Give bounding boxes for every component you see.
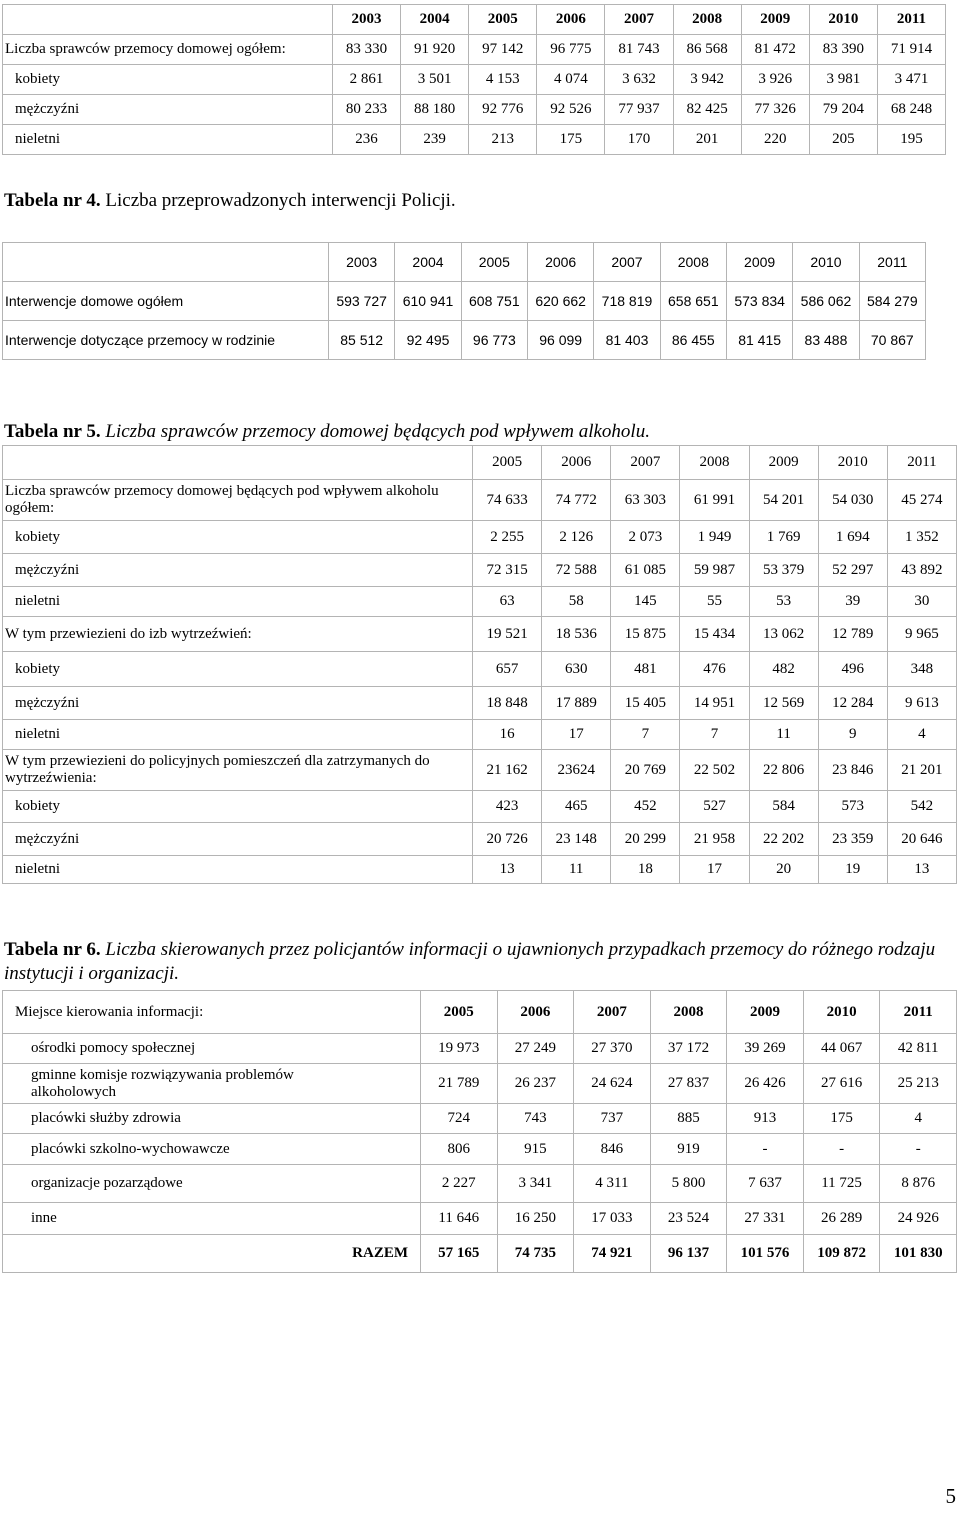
cell: 885	[650, 1104, 727, 1134]
cell: 72 315	[473, 554, 542, 587]
cell: 20 299	[611, 823, 680, 856]
cell: 22 806	[749, 750, 818, 791]
cell: 24 926	[880, 1203, 957, 1235]
cell: 96 099	[527, 321, 593, 360]
cell: 63 303	[611, 480, 680, 521]
year-header: 2008	[680, 446, 749, 480]
year-header: 2011	[877, 5, 945, 35]
year-header: 2005	[469, 5, 537, 35]
cell: 1 769	[749, 521, 818, 554]
cell: 19 521	[473, 617, 542, 652]
cell: 91 920	[401, 35, 469, 65]
cell: 496	[818, 652, 887, 687]
header-empty	[3, 5, 333, 35]
cell: 743	[497, 1104, 574, 1134]
cell: 11 646	[421, 1203, 498, 1235]
row-label: nieletni	[3, 125, 333, 155]
year-header: 2007	[594, 243, 660, 282]
year-header: 2007	[605, 5, 673, 35]
table-row	[3, 35, 946, 65]
cell: 11	[542, 856, 611, 884]
cell: 2 073	[611, 521, 680, 554]
cell: 213	[469, 125, 537, 155]
row-label: Liczba sprawców przemocy domowej ogółem:	[3, 35, 333, 65]
cell: 45 274	[887, 480, 956, 521]
cell: 81 472	[741, 35, 809, 65]
cell: 4	[880, 1104, 957, 1134]
year-header: 2011	[887, 446, 956, 480]
cell: 3 632	[605, 65, 673, 95]
cell: 68 248	[877, 95, 945, 125]
table-row	[3, 617, 957, 652]
cell: 2 126	[542, 521, 611, 554]
year-header: 2011	[859, 243, 925, 282]
cell: 1 949	[680, 521, 749, 554]
cell: 236	[333, 125, 401, 155]
cell: 584 279	[859, 282, 925, 321]
cell: 19	[818, 856, 887, 884]
caption-label: Tabela nr 5.	[4, 421, 101, 442]
header-label: Miejsce kierowania informacji:	[3, 991, 421, 1034]
cell: 39 269	[727, 1034, 804, 1064]
cell: 74 772	[542, 480, 611, 521]
cell: 3 471	[877, 65, 945, 95]
cell: 2 861	[333, 65, 401, 95]
cell: -	[880, 1134, 957, 1165]
year-header: 2008	[660, 243, 726, 282]
row-label: mężczyźni	[3, 95, 333, 125]
table-row	[3, 480, 957, 521]
cell: 27 616	[803, 1064, 880, 1104]
table-header-row	[3, 991, 957, 1034]
total-cell: 74 921	[574, 1235, 651, 1273]
cell: 37 172	[650, 1034, 727, 1064]
table-row	[3, 587, 957, 617]
cell: 630	[542, 652, 611, 687]
cell: -	[803, 1134, 880, 1165]
row-label: kobiety	[3, 521, 473, 554]
year-header: 2010	[818, 446, 887, 480]
cell: 21 162	[473, 750, 542, 791]
table-row	[3, 95, 946, 125]
cell: 205	[809, 125, 877, 155]
year-header: 2004	[401, 5, 469, 35]
cell: 718 819	[594, 282, 660, 321]
year-header: 2007	[574, 991, 651, 1034]
cell: 17 033	[574, 1203, 651, 1235]
cell: 476	[680, 652, 749, 687]
cell: 7	[611, 720, 680, 750]
row-label: nieletni	[3, 720, 473, 750]
cell: 72 588	[542, 554, 611, 587]
cell: 20 646	[887, 823, 956, 856]
row-label: gminne komisje rozwiązywania problemów alkoholowych	[3, 1064, 421, 1104]
year-header: 2005	[473, 446, 542, 480]
year-header: 2008	[673, 5, 741, 35]
cell: 4	[887, 720, 956, 750]
cell: 23 359	[818, 823, 887, 856]
cell: 86 455	[660, 321, 726, 360]
table-row	[3, 687, 957, 720]
cell: 423	[473, 791, 542, 823]
year-header: 2010	[793, 243, 859, 282]
cell: 573 834	[726, 282, 792, 321]
total-cell: 74 735	[497, 1235, 574, 1273]
cell: 27 837	[650, 1064, 727, 1104]
table-row	[3, 521, 957, 554]
total-cell: 96 137	[650, 1235, 727, 1273]
cell: 4 311	[574, 1165, 651, 1203]
table-row	[3, 720, 957, 750]
cell: 3 942	[673, 65, 741, 95]
row-label: placówki szkolno-wychowawcze	[3, 1134, 421, 1165]
cell: 85 512	[329, 321, 395, 360]
cell: 846	[574, 1134, 651, 1165]
cell: 54 030	[818, 480, 887, 521]
row-label: placówki służby zdrowia	[3, 1104, 421, 1134]
cell: 26 237	[497, 1064, 574, 1104]
cell: 92 495	[395, 321, 461, 360]
table-row	[3, 856, 957, 884]
total-row	[3, 1235, 957, 1273]
row-label: mężczyźni	[3, 554, 473, 587]
table-row	[3, 1134, 957, 1165]
cell: 175	[537, 125, 605, 155]
cell: 92 526	[537, 95, 605, 125]
table-6-caption	[4, 938, 959, 986]
cell: 43 892	[887, 554, 956, 587]
cell: 44 067	[803, 1034, 880, 1064]
table-row	[3, 750, 957, 791]
cell: 18 536	[542, 617, 611, 652]
year-header: 2010	[809, 5, 877, 35]
row-label: mężczyźni	[3, 687, 473, 720]
cell: 201	[673, 125, 741, 155]
table-4-caption	[4, 190, 456, 212]
cell: 27 249	[497, 1034, 574, 1064]
cell: 23 148	[542, 823, 611, 856]
cell: 70 867	[859, 321, 925, 360]
header-empty	[3, 243, 329, 282]
year-header: 2006	[542, 446, 611, 480]
cell: 20 726	[473, 823, 542, 856]
cell: 3 341	[497, 1165, 574, 1203]
table-row	[3, 125, 946, 155]
cell: 96 773	[461, 321, 527, 360]
year-header: 2004	[395, 243, 461, 282]
row-label: Liczba sprawców przemocy domowej będących pod wpływem alkoholu ogółem:	[3, 480, 473, 521]
cell: 18	[611, 856, 680, 884]
cell: 81 415	[726, 321, 792, 360]
cell: 88 180	[401, 95, 469, 125]
table-row	[3, 652, 957, 687]
cell: 1 352	[887, 521, 956, 554]
cell: 724	[421, 1104, 498, 1134]
cell: 21 958	[680, 823, 749, 856]
cell: 620 662	[527, 282, 593, 321]
cell: 481	[611, 652, 680, 687]
cell: 584	[749, 791, 818, 823]
cell: 13 062	[749, 617, 818, 652]
page-number: 5	[945, 1484, 956, 1508]
year-header: 2008	[650, 991, 727, 1034]
cell: 593 727	[329, 282, 395, 321]
cell: 195	[877, 125, 945, 155]
cell: 452	[611, 791, 680, 823]
table-header-row	[3, 446, 957, 480]
cell: 4 153	[469, 65, 537, 95]
cell: 348	[887, 652, 956, 687]
cell: 96 775	[537, 35, 605, 65]
table-row	[3, 791, 957, 823]
cell: 12 789	[818, 617, 887, 652]
row-label: organizacje pozarządowe	[3, 1165, 421, 1203]
caption-text: Liczba sprawców przemocy domowej będących pod wpływem alkoholu.	[105, 421, 650, 442]
cell: 61 991	[680, 480, 749, 521]
cell: 175	[803, 1104, 880, 1134]
cell: 42 811	[880, 1034, 957, 1064]
cell: 608 751	[461, 282, 527, 321]
cell: 83 390	[809, 35, 877, 65]
cell: 19 973	[421, 1034, 498, 1064]
cell: 79 204	[809, 95, 877, 125]
row-label: W tym przewiezieni do izb wytrzeźwień:	[3, 617, 473, 652]
cell: 9	[818, 720, 887, 750]
cell: 806	[421, 1134, 498, 1165]
cell: 74 633	[473, 480, 542, 521]
cell: 3 501	[401, 65, 469, 95]
cell: 8 876	[880, 1165, 957, 1203]
table-row	[3, 321, 926, 360]
cell: 3 926	[741, 65, 809, 95]
cell: 145	[611, 587, 680, 617]
table-row	[3, 1104, 957, 1134]
cell: 61 085	[611, 554, 680, 587]
year-header: 2005	[421, 991, 498, 1034]
table-information-referrals	[2, 990, 957, 1273]
cell: 63	[473, 587, 542, 617]
total-label: RAZEM	[3, 1235, 421, 1273]
table-row	[3, 1165, 957, 1203]
cell: 658 651	[660, 282, 726, 321]
cell: 1 694	[818, 521, 887, 554]
table-row	[3, 554, 957, 587]
table-row	[3, 1064, 957, 1104]
cell: 77 326	[741, 95, 809, 125]
cell: 86 568	[673, 35, 741, 65]
row-label: kobiety	[3, 65, 333, 95]
table-police-interventions	[2, 242, 926, 360]
year-header: 2009	[727, 991, 804, 1034]
cell: 11	[749, 720, 818, 750]
cell: 16 250	[497, 1203, 574, 1235]
cell: 27 331	[727, 1203, 804, 1235]
cell: 15 405	[611, 687, 680, 720]
cell: 71 914	[877, 35, 945, 65]
cell: 13	[473, 856, 542, 884]
row-label: Interwencje dotyczące przemocy w rodzinie	[3, 321, 329, 360]
cell: 13	[887, 856, 956, 884]
cell: 20 769	[611, 750, 680, 791]
cell: 239	[401, 125, 469, 155]
cell: 17 889	[542, 687, 611, 720]
cell: 657	[473, 652, 542, 687]
total-cell: 101 576	[727, 1235, 804, 1273]
year-header: 2007	[611, 446, 680, 480]
table-row	[3, 1034, 957, 1064]
table-header-row	[3, 243, 926, 282]
cell: 12 569	[749, 687, 818, 720]
cell: 21 789	[421, 1064, 498, 1104]
cell: 81 743	[605, 35, 673, 65]
year-header: 2006	[527, 243, 593, 282]
cell: 16	[473, 720, 542, 750]
cell: 7 637	[727, 1165, 804, 1203]
cell: 3 981	[809, 65, 877, 95]
cell: 26 289	[803, 1203, 880, 1235]
cell: 170	[605, 125, 673, 155]
year-header: 2003	[333, 5, 401, 35]
cell: 23624	[542, 750, 611, 791]
cell: -	[727, 1134, 804, 1165]
year-header: 2009	[741, 5, 809, 35]
table-header-row	[3, 5, 946, 35]
cell: 25 213	[880, 1064, 957, 1104]
cell: 18 848	[473, 687, 542, 720]
cell: 97 142	[469, 35, 537, 65]
caption-label: Tabela nr 4.	[4, 190, 101, 211]
cell: 527	[680, 791, 749, 823]
year-header: 2003	[329, 243, 395, 282]
cell: 23 524	[650, 1203, 727, 1235]
row-label: nieletni	[3, 587, 473, 617]
cell: 2 227	[421, 1165, 498, 1203]
cell: 915	[497, 1134, 574, 1165]
cell: 23 846	[818, 750, 887, 791]
cell: 27 370	[574, 1034, 651, 1064]
cell: 21 201	[887, 750, 956, 791]
cell: 17	[542, 720, 611, 750]
row-label: nieletni	[3, 856, 473, 884]
cell: 542	[887, 791, 956, 823]
cell: 482	[749, 652, 818, 687]
cell: 55	[680, 587, 749, 617]
cell: 26 426	[727, 1064, 804, 1104]
table-row	[3, 65, 946, 95]
header-empty	[3, 446, 473, 480]
cell: 4 074	[537, 65, 605, 95]
cell: 77 937	[605, 95, 673, 125]
table-5-caption	[4, 421, 650, 443]
row-label: Interwencje domowe ogółem	[3, 282, 329, 321]
cell: 737	[574, 1104, 651, 1134]
table-row	[3, 282, 926, 321]
cell: 9 613	[887, 687, 956, 720]
cell: 919	[650, 1134, 727, 1165]
cell: 58	[542, 587, 611, 617]
cell: 9 965	[887, 617, 956, 652]
cell: 82 425	[673, 95, 741, 125]
caption-text: Liczba przeprowadzonych interwencji Policji.	[105, 190, 456, 211]
row-label: W tym przewiezieni do policyjnych pomieszczeń dla zatrzymanych do wytrzeźwienia:	[3, 750, 473, 791]
cell: 53 379	[749, 554, 818, 587]
total-cell: 109 872	[803, 1235, 880, 1273]
cell: 80 233	[333, 95, 401, 125]
cell: 30	[887, 587, 956, 617]
year-header: 2005	[461, 243, 527, 282]
year-header: 2006	[497, 991, 574, 1034]
year-header: 2009	[749, 446, 818, 480]
table-row	[3, 823, 957, 856]
row-label: ośrodki pomocy społecznej	[3, 1034, 421, 1064]
cell: 83 488	[793, 321, 859, 360]
caption-text: Liczba skierowanych przez policjantów informacji o ujawnionych przypadkach przemocy do różnego rodzaju instytucji i organizacji.	[4, 939, 936, 984]
cell: 15 875	[611, 617, 680, 652]
cell: 5 800	[650, 1165, 727, 1203]
cell: 12 284	[818, 687, 887, 720]
cell: 586 062	[793, 282, 859, 321]
cell: 15 434	[680, 617, 749, 652]
cell: 59 987	[680, 554, 749, 587]
cell: 7	[680, 720, 749, 750]
year-header: 2011	[880, 991, 957, 1034]
cell: 465	[542, 791, 611, 823]
table-row	[3, 1203, 957, 1235]
cell: 2 255	[473, 521, 542, 554]
cell: 913	[727, 1104, 804, 1134]
cell: 610 941	[395, 282, 461, 321]
cell: 83 330	[333, 35, 401, 65]
cell: 14 951	[680, 687, 749, 720]
row-label: kobiety	[3, 791, 473, 823]
caption-label: Tabela nr 6.	[4, 939, 101, 960]
cell: 54 201	[749, 480, 818, 521]
row-label: mężczyźni	[3, 823, 473, 856]
cell: 22 502	[680, 750, 749, 791]
cell: 53	[749, 587, 818, 617]
cell: 17	[680, 856, 749, 884]
cell: 573	[818, 791, 887, 823]
table-alcohol-perpetrators	[2, 445, 957, 884]
cell: 24 624	[574, 1064, 651, 1104]
cell: 39	[818, 587, 887, 617]
cell: 220	[741, 125, 809, 155]
row-label: kobiety	[3, 652, 473, 687]
total-cell: 57 165	[421, 1235, 498, 1273]
year-header: 2010	[803, 991, 880, 1034]
cell: 52 297	[818, 554, 887, 587]
year-header: 2006	[537, 5, 605, 35]
cell: 81 403	[594, 321, 660, 360]
cell: 11 725	[803, 1165, 880, 1203]
cell: 20	[749, 856, 818, 884]
total-cell: 101 830	[880, 1235, 957, 1273]
year-header: 2009	[726, 243, 792, 282]
row-label: inne	[3, 1203, 421, 1235]
cell: 92 776	[469, 95, 537, 125]
cell: 22 202	[749, 823, 818, 856]
table-domestic-violence-perpetrators	[2, 4, 946, 155]
